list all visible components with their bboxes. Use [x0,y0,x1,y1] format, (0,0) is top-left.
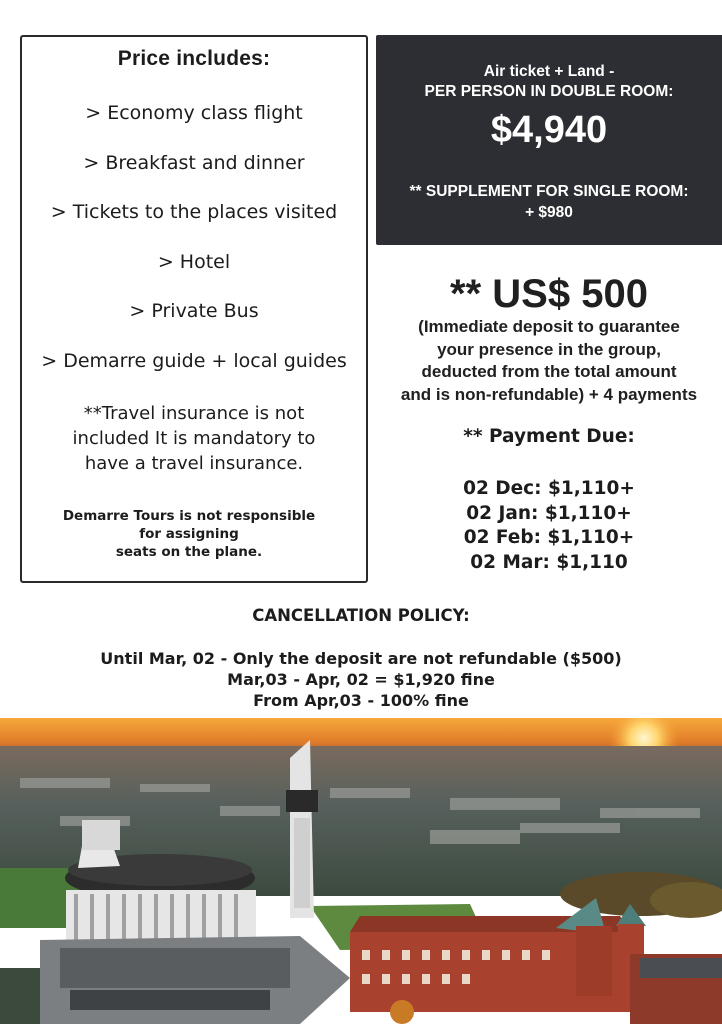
cancellation-item: Until Mar, 02 - Only the deposit are not refundable ($500) [100,649,622,668]
includes-item: > Economy class flight [85,102,303,124]
cancellation-title: CANCELLATION POLICY: [252,606,470,625]
cancellation-item: From Apr,03 - 100% fine [253,691,469,710]
sanctuary-aerial-photo [0,718,722,1024]
tour-price: $4,940 [490,109,608,151]
includes-item: > Private Bus [129,300,259,323]
price-includes-box [20,35,368,583]
cancellation-policy [0,648,722,711]
includes-list [22,101,366,399]
price-panel-line2: PER PERSON IN DOUBLE ROOM: [424,83,674,100]
payment-due-title: ** Payment Due: [463,426,635,447]
deposit-title: ** US$ 500 [450,272,648,316]
price-panel [376,35,722,245]
price-includes-title: Price includes: [117,47,271,70]
includes-item: > Hotel [157,250,231,273]
payment-item: 02 Mar: $1,110 [470,551,628,573]
seats-disclaimer [32,507,346,561]
deposit-line: and is non-refundable) + 4 payments [400,384,698,404]
deposit-line: your presence in the group, [437,339,661,359]
single-supplement-value: + $980 [525,204,573,221]
seats-line: for assigning [139,526,239,542]
insurance-note [30,401,358,476]
cancellation-item: Mar,03 - Apr, 02 = $1,920 fine [227,670,495,689]
deposit-description [376,316,722,406]
includes-item: > Breakfast and dinner [83,151,305,174]
payment-item: 02 Jan: $1,110+ [466,502,632,524]
deposit-line: deducted from the total amount [421,362,677,381]
price-panel-line1: Air ticket + Land - [483,63,615,80]
seats-line: Demarre Tours is not responsible [62,508,316,524]
includes-item: > Tickets to the places visited [50,201,338,224]
single-supplement-label: ** SUPPLEMENT FOR SINGLE ROOM: [409,183,689,200]
payment-item: 02 Feb: $1,110+ [463,527,635,548]
payment-item: 02 Dec: $1,110+ [463,478,635,499]
insurance-line: have a travel insurance. [84,453,304,474]
insurance-line: **Travel insurance is not [83,403,305,424]
includes-item: > Demarre guide + local guides [41,349,347,372]
insurance-line: included It is mandatory to [72,428,316,449]
payment-schedule [376,477,722,575]
seats-line: seats on the plane. [115,544,263,560]
deposit-line: (Immediate deposit to guarantee [418,317,680,336]
